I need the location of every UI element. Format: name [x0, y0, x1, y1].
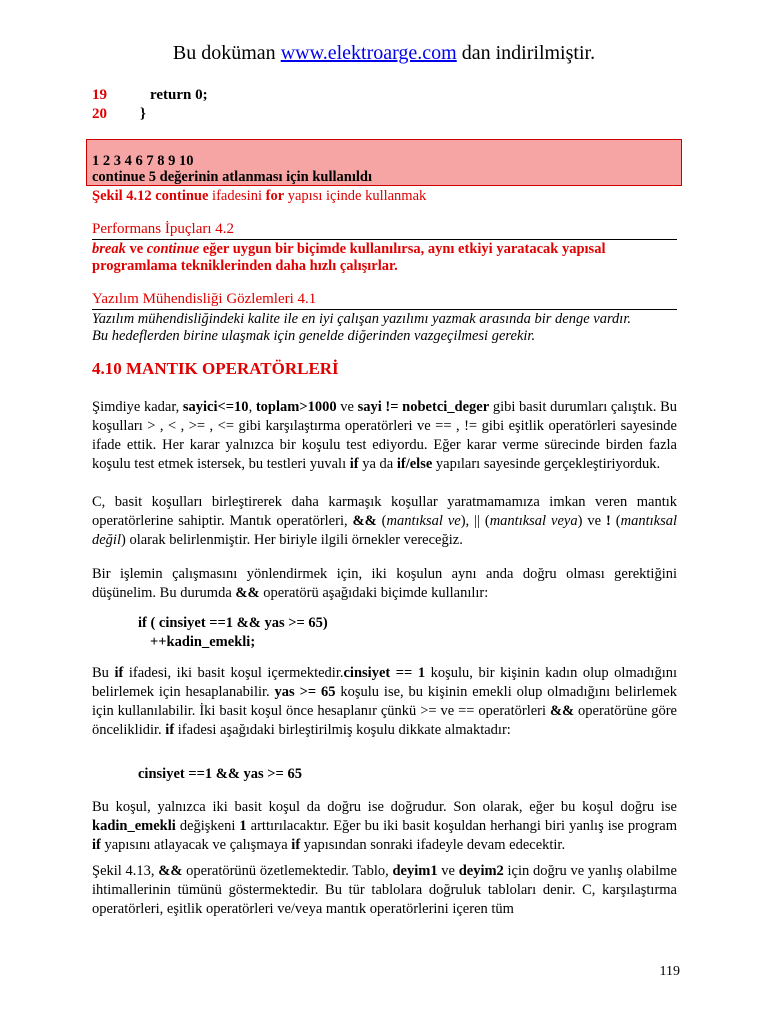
section-title: 4.10 MANTIK OPERATÖRLERİ [92, 359, 339, 378]
text: operatörünü özetlemektedir. Tablo, [182, 863, 393, 879]
program-output-box [86, 139, 682, 186]
code-term: yas >= 65 [274, 684, 336, 700]
code-term: && [352, 513, 377, 529]
header-link[interactable]: www.elektroarge.com [280, 42, 457, 64]
code-term: toplam>1000 [255, 399, 337, 415]
italic-term: mantıksal ve [386, 513, 461, 529]
line-code: return 0; [150, 87, 208, 103]
text: arttırılacaktır. Eğer bu iki basit koşuldan herhangi biri yanlış ise program [246, 818, 677, 834]
caption-text: ifadesini [208, 188, 266, 204]
header-prefix: Bu doküman [172, 42, 281, 64]
text: ( [376, 513, 387, 529]
text: ve [336, 399, 358, 415]
software-engineering-text [92, 311, 677, 345]
code-term: kadin_emekli [92, 818, 176, 834]
code-term: deyim1 [392, 863, 438, 879]
text: yapıları sayesinde gerçekleştiriyorduk. [432, 456, 661, 472]
code-term: sayici<=10 [182, 399, 249, 415]
output-line: continue 5 değerinin atlanması için kullanıldı [92, 169, 372, 185]
text: değişkeni [175, 818, 240, 834]
text: gibi basit durumları çalıştık. Bu koşulları > , < , >= , <= gibi karşılaştırma operatörleri ve == , != gibi eşitlik operatörleri sayesinde ifade ettik. Her karar yalnızca bir koşulu test ediyordu. Eğer karar verme sürecinde birden fazla koşulu test etmek istersek, bu testleri yuvalı [92, 399, 677, 472]
line-number: 20 [92, 106, 107, 122]
code-term: 1 [239, 818, 247, 834]
code-term: if [165, 722, 175, 738]
caption-keyword: for [265, 188, 285, 204]
page-header [0, 42, 768, 65]
italic-term: mantıksal değil [92, 513, 677, 548]
code-term: sayi != nobetci_deger [357, 399, 490, 415]
code-example-line: cinsiyet ==1 && yas >= 65 [138, 766, 302, 782]
line-code: } [140, 106, 146, 122]
text: Bu [92, 665, 115, 681]
text: ifadesi, iki basit koşul içermektedir. [123, 665, 344, 681]
text: operatörüne göre önceliklidir. [92, 703, 677, 738]
tip-text: eğer uygun bir biçimde kullanılırsa, aynı etkiyi yaratacak yapısal [199, 241, 606, 257]
tip-text: programlama tekniklerinden daha hızlı çalışırlar. [92, 258, 398, 274]
paragraph [92, 798, 677, 855]
header-suffix: dan indirilmiştir. [456, 42, 596, 64]
italic-term: mantıksal veya [489, 513, 578, 529]
code-term: deyim2 [458, 863, 504, 879]
code-term: if [349, 456, 359, 472]
text: yapısını atlayacak ve çalışmaya [100, 837, 292, 853]
text: ), || ( [460, 513, 490, 529]
heading-rule [92, 239, 677, 240]
output-line: 1 2 3 4 6 7 8 9 10 [92, 153, 194, 169]
text: ( [610, 513, 621, 529]
text: C, basit koşulları birleştirerek daha karmaşık koşullar yaratmamamıza imkan veren mantık operatörlerine sahiptir. Mantık operatörleri, [92, 494, 677, 529]
paragraph [92, 664, 677, 740]
text: ) olarak belirlenmiştir. Her biriyle ilgili örnekler vereceğiz. [121, 532, 463, 548]
paragraph [92, 493, 677, 550]
text: Şekil 4.13, [92, 863, 159, 879]
paragraph [92, 862, 677, 919]
text: koşulu ise, bu kişinin emekli olup olmadığını belirlemek için kullanılabilir. İki basit koşul önce hesaplanır çünkü >= ve == operatörleri [92, 684, 677, 719]
code-term: cinsiyet == 1 [343, 665, 426, 681]
code-example-line: if ( cinsiyet ==1 && yas >= 65) [138, 615, 328, 631]
text: Bu koşul, yalnızca iki basit koşul da doğru ise doğrudur. Son olarak, eğer bu koşul doğru ise [92, 799, 677, 815]
text: Bir işlemin çalışmasını yönlendirmek için, iki koşulun aynı anda doğru olması gerektiğini düşünelim. Bu durumda [92, 566, 677, 601]
text: ya da [358, 456, 397, 472]
code-term: && [235, 585, 260, 601]
code-term: ! [605, 513, 611, 529]
performance-tip-heading: Performans İpuçları 4.2 [92, 221, 235, 237]
code-term: if/else [396, 456, 433, 472]
code-term: if [291, 837, 301, 853]
text: yapısından sonraki ifadeyle devam edecektir. [300, 837, 566, 853]
text: ifadesi aşağıdaki birleştirilmiş koşulu dikkate almaktadır: [174, 722, 511, 738]
caption-keyword: continue [155, 188, 209, 204]
text: ) ve [577, 513, 606, 529]
text: koşulu, bir kişinin kadın olup olmadığını belirlemek için hesaplanabilir. [92, 665, 678, 700]
figure-caption [92, 188, 426, 205]
code-listing-tail [92, 86, 208, 124]
code-line [92, 105, 208, 124]
tip-text: ve [125, 241, 147, 257]
text: için doğru ve yanlış olabilme ihtimallerinin tümünü göstermektedir. Bu tür tablolara doğruluk tabloları denir. C, karşılaştırma operatörleri, eşitlik operatörleri ve/veya mantık operatörlerini içeren tüm [92, 863, 677, 917]
heading-rule [92, 309, 677, 310]
line-number: 19 [92, 87, 107, 103]
paragraph [92, 565, 677, 603]
code-line [92, 86, 208, 105]
text: operatörü aşağıdaki biçimde kullanılır: [259, 585, 489, 601]
text: ve [437, 863, 459, 879]
software-engineering-heading: Yazılım Mühendisliği Gözlemleri 4.1 [92, 291, 317, 307]
caption-label: Şekil 4.12 [92, 188, 156, 204]
tip-keyword: continue [146, 241, 200, 257]
code-term: && [158, 863, 183, 879]
tip-keyword: break [92, 241, 126, 257]
paragraph [92, 398, 677, 474]
code-term: if [92, 837, 101, 853]
code-term: if [114, 665, 124, 681]
performance-tip-text [92, 241, 677, 275]
code-example-line: ++kadin_emekli; [150, 634, 256, 650]
tip-text: Yazılım mühendisliğindeki kalite ile en iyi çalışan yazılımı yazmak arasında bir denge vardır. [92, 311, 631, 327]
text: , [248, 399, 256, 415]
caption-text: yapısı içinde kullanmak [284, 188, 427, 204]
page-number: 119 [659, 964, 680, 979]
code-term: && [549, 703, 575, 719]
tip-text: Bu hedeflerden birine ulaşmak için genelde diğerinden vazgeçilmesi gerekir. [92, 328, 536, 344]
text: Şimdiye kadar, [92, 399, 183, 415]
